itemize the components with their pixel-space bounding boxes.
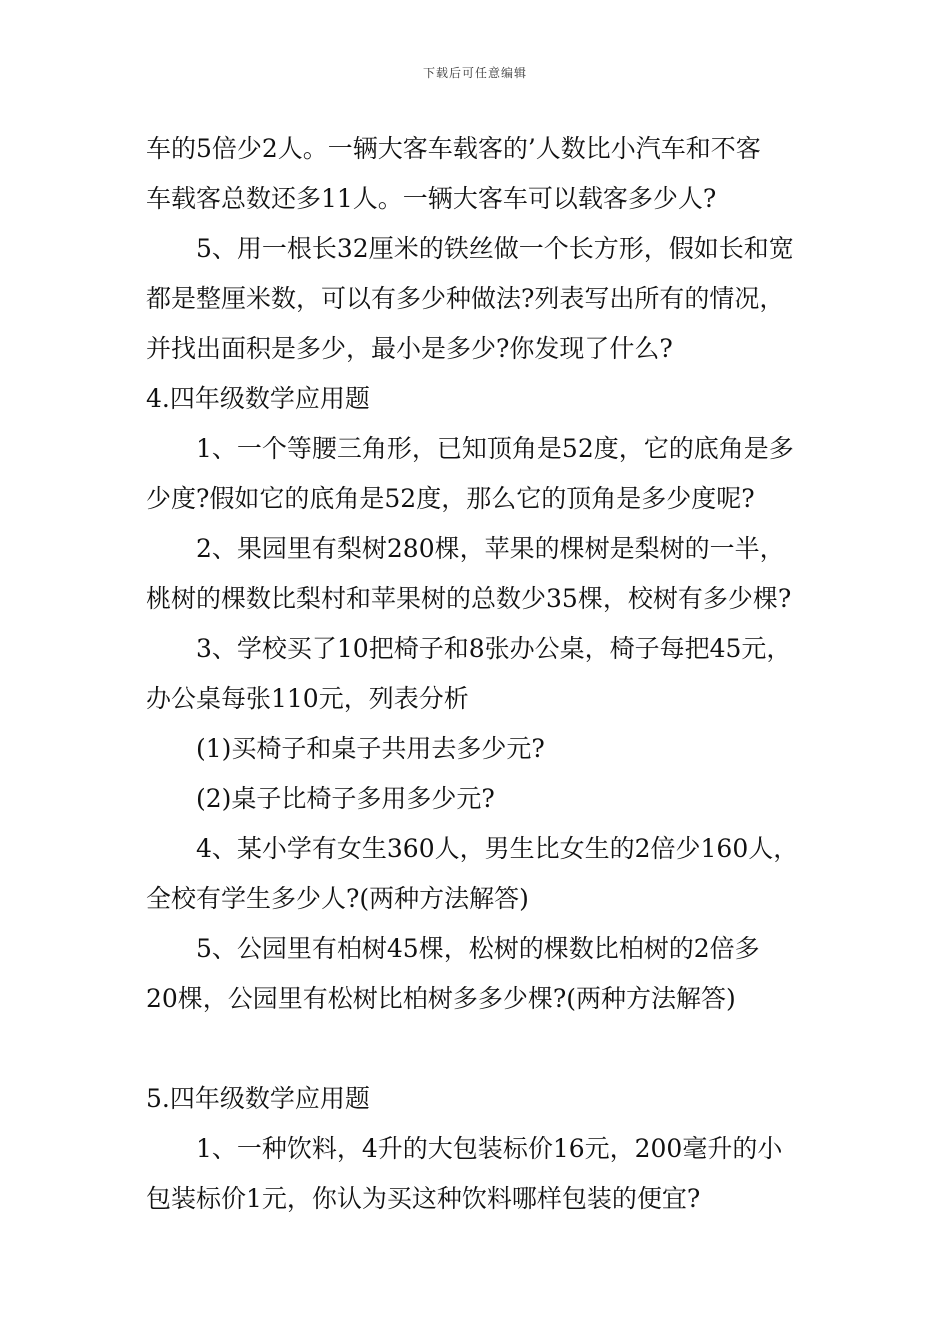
page-header: 下载后可任意编辑 bbox=[422, 66, 527, 80]
question-2-line: 2、果园里有梨树280棵，苹果的棵树是梨树的一半， bbox=[196, 534, 785, 563]
blank-line bbox=[146, 1024, 846, 1074]
section-heading: 5.四年级数学应用题 bbox=[146, 1084, 370, 1113]
text-line: 包装标价1元，你认为买这种饮料哪样包装的便宜? bbox=[146, 1184, 701, 1213]
text-line: 并找出面积是多少，最小是多少?你发现了什么? bbox=[146, 334, 673, 363]
text-line: 桃树的棵数比梨村和苹果树的总数少35棵，校树有多少棵? bbox=[146, 584, 792, 613]
question-5-line: 5、公园里有柏树45棵，松树的棵数比柏树的2倍多 bbox=[196, 934, 760, 963]
question-4-line: 4、某小学有女生360人，男生比女生的2倍少160人， bbox=[196, 834, 799, 863]
text-line: 都是整厘米数，可以有多少种做法?列表写出所有的情况， bbox=[146, 284, 785, 313]
document-body bbox=[146, 124, 846, 1224]
text-line: 车载客总数还多11人。一辆大客车可以载客多少人? bbox=[146, 184, 717, 213]
section-heading: 4.四年级数学应用题 bbox=[146, 384, 370, 413]
question-1-line: 1、一个等腰三角形，已知顶角是52度，它的底角是多 bbox=[196, 434, 794, 463]
sub-question-2: (2)桌子比椅子多用多少元? bbox=[196, 784, 495, 813]
question-3-line: 3、学校买了10把椅子和8张办公桌，椅子每把45元， bbox=[196, 634, 792, 663]
sub-question-1: (1)买椅子和桌子共用去多少元? bbox=[196, 734, 545, 763]
text-line: 全校有学生多少人?(两种方法解答) bbox=[146, 884, 529, 913]
question-1-line: 1、一种饮料，4升的大包装标价16元，200毫升的小 bbox=[196, 1134, 783, 1163]
text-line: 20棵，公园里有松树比柏树多多少棵?(两种方法解答) bbox=[146, 984, 736, 1013]
text-line: 办公桌每张110元，列表分析 bbox=[146, 684, 469, 713]
question-5-line: 5、用一根长32厘米的铁丝做一个长方形，假如长和宽 bbox=[196, 234, 794, 263]
text-line: 少度?假如它的底角是52度，那么它的顶角是多少度呢? bbox=[146, 484, 755, 513]
text-line: 车的5倍少2人。一辆大客车载客的’人数比小汽车和不客 bbox=[146, 134, 761, 163]
